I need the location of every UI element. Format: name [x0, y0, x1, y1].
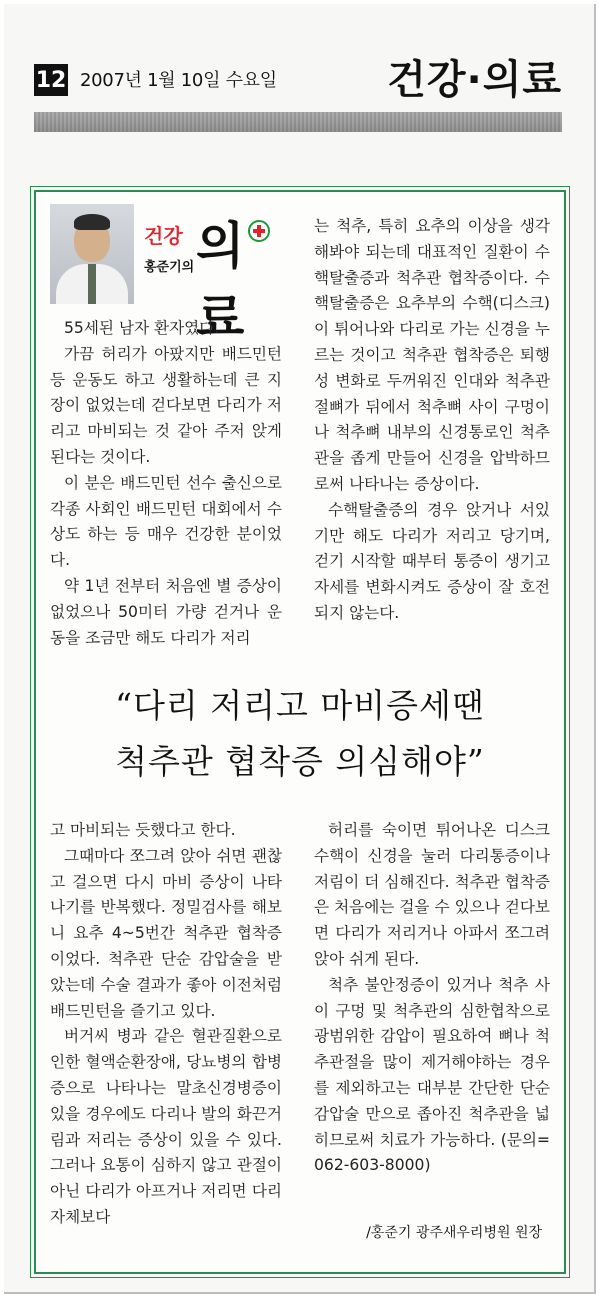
article-box [34, 190, 566, 1274]
medical-cross-icon [248, 220, 270, 242]
column-2-bottom [314, 818, 550, 1179]
page-header [4, 4, 594, 144]
column-logo [144, 210, 294, 347]
header-rule [34, 112, 562, 132]
column-logo-author: 홍준기의 [144, 260, 195, 275]
column-logo-ui: 의료 [196, 217, 247, 347]
paragraph: 55세된 남자 환자였다. [64, 319, 220, 337]
publication-date: 2007년 1월 10일 수요일 [80, 70, 277, 91]
page-number: 12 [34, 64, 68, 96]
section-title: 건강·의료 [387, 57, 562, 103]
paragraph: 수핵탈출증의 경우 앉거나 서있기만 해도 다리가 저리고 당기며, 걷기 시작할 때부터 통증이 생기고 자세를 변화시켜도 증상이 잘 호전되지 않는다. [314, 500, 550, 622]
paragraph: 버거씨 병과 같은 혈관질환으로 인한 혈액순환장애, 당뇨병의 합병증으로 나타나는 말초신경병증이 있을 경우에도 다리나 발의 화끈거림과 저리는 증상이 있을 수 있다. 그러나 요통이 심하지 않고 관절이 아닌 다리가 아프거나 저리면 다리자체보다 [50, 1027, 282, 1226]
column-1-top [50, 316, 282, 651]
column-logo-geon: 건강 [144, 224, 183, 248]
column-2-top [314, 214, 550, 627]
paragraph: 가끔 허리가 아팠지만 배드민턴 등 운동도 하고 생활하는데 큰 지장이 없었는데 걷다보면 다리가 저리고 마비되는 것 같아 주저 앉게 된다는 것이다. [50, 344, 282, 466]
paragraph: 허리를 숙이면 튀어나온 디스크 수핵이 신경을 눌러 다리통증이나 저림이 더 심해진다. 척추관 협착증은 처음에는 걸을 수 있으나 걷다보면 다리가 저리거나 아파서 쪼그려 앉아 쉬게 된다. [314, 821, 550, 968]
headline-line-2: 척추관 협착증 의심해야” [115, 742, 485, 781]
paragraph: 는 척추, 특히 요추의 이상을 생각해봐야 되는데 대표적인 질환이 수핵탈출증과 척추관 협착증이다. 수핵탈출증은 요추부의 수핵(디스크)이 튀어나와 다리로 가는 신경을 누르는 것이고 척추관 협착증은 퇴행성 변화로 두꺼워진 인대와 척추관절뼈가 뒤에서 척추뼈 사이 구멍이나 척추뼈 내부의 신경통로인 척추관을 좁게 만들어 신경을 압박하므로써 나타나는 증상이다. [314, 217, 550, 493]
paragraph: 약 1년 전부터 처음엔 별 증상이 없었으나 50미터 가량 걷거나 운동을 조금만 해도 다리가 저리 [50, 576, 282, 647]
newspaper-page [4, 4, 596, 1294]
author-signature: /홍준기 광주새우리병원 원장 [366, 1225, 542, 1241]
paragraph: 이 분은 배드민턴 선수 출신으로 각종 사회인 배드민턴 대회에서 수상도 하는 등 매우 건강한 분이었다. [50, 473, 282, 570]
headline-line-1: “다리 저리고 마비증세땐 [115, 686, 485, 725]
article-headline [36, 678, 564, 790]
paragraph: 고 마비되는 듯했다고 한다. [50, 821, 236, 839]
paragraph: 척추 불안정증이 있거나 척추 사이 구멍 및 척추관의 심한협착으로 광범위한 감압이 필요하여 뼈나 척추관절을 많이 제거해야하는 경우를 제외하고는 대부분 간단한 단순 감압술 만으로 좁아진 척추관을 넓히므로써 치료가 가능하다. (문의=062-603-8000) [314, 975, 550, 1175]
column-1-bottom [50, 818, 282, 1231]
author-photo [50, 204, 134, 304]
paragraph: 그때마다 쪼그려 앉아 쉬면 괜찮고 걸으면 다시 마비 증상이 나타나기를 반복했다. 정밀검사를 해보니 요추 4~5번간 척추관 협착증이었다. 척추관 단순 감압술을 받았는데 수술 결과가 좋아 이전처럼 배드민턴을 즐기고 있다. [50, 846, 282, 1020]
